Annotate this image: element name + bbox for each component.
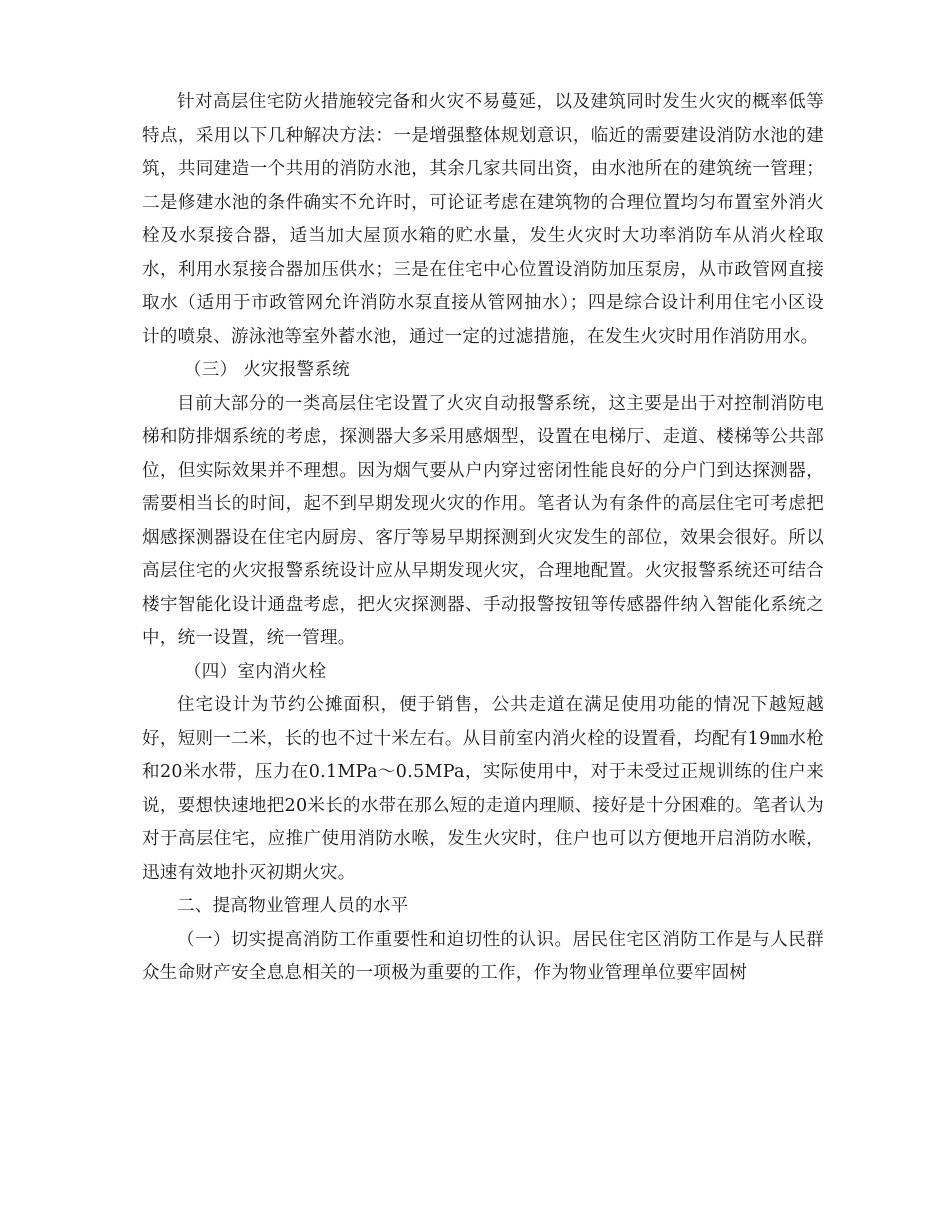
section-heading-property-management: 二、提高物业管理人员的水平 bbox=[177, 896, 409, 916]
paragraph-indoor-hydrant: 住宅设计为节约公摊面积，便于销售，公共走道在满足使用功能的情况下越短越好，短则一二米，长的也不过十米左右。从目前室内消火栓的设置看，均配有19㎜水枪和20米水带，压力在0.1MPa～0.5MPa，实际使用中，对于未受过正规训练的住户来说，要想快速地把20米长的水带在那么短的走道内理顺、接好是十分困难的。笔者认为对于高层住宅，应推广使用消防水喉，发生火灾时，住户也可以方便地开启消防水喉，迅速有效地扑灭初期火灾。 bbox=[142, 695, 824, 883]
paragraph-fire-alarm: 目前大部分的一类高层住宅设置了火灾自动报警系统，这主要是出于对控制消防电梯和防排烟系统的考虑，探测器大多采用感烟型，设置在电梯厅、走道、楼梯等公共部位，但实际效果并不理想。因为烟气要从户内穿过密闭性能良好的分户门到达探测器，需要相当长的时间，起不到早期发现火灾的作用。笔者认为有条件的高层住宅可考虑把烟感探测器设在住宅内厨房、客厅等易早期探测到火灾发生的部位，效果会很好。所以高层住宅的火灾报警系统设计应从早期发现火灾，合理地配置。火灾报警系统还可结合楼宇智能化设计通盘考虑，把火灾探测器、手动报警按钮等传感器件纳入智能化系统之中，统一设置，统一管理。 bbox=[142, 393, 824, 648]
section-heading-fire-alarm: （三） 火灾报警系统 bbox=[184, 360, 351, 380]
section-heading-indoor-hydrant: （四）室内消火栓 bbox=[184, 661, 327, 682]
paragraph-water-supply-solutions: 针对高层住宅防火措施较完备和火灾不易蔓延，以及建筑同时发生火灾的概率低等特点，采用以下几种解决方法：一是增强整体规划意识，临近的需要建设消防水池的建筑，共同建造一个共用的消防水池，其余几家共同出资，由水池所在的建筑统一管理；二是修建水池的条件确实不允许时，可论证考虑在建筑物的合理位置均匀布置室外消火栓及水泵接合器，适当加大屋顶水箱的贮水量，发生火灾时大功率消防车从消火栓取水，利用水泵接合器加压供水；三是在住宅中心位置设消防加压泵房，从市政管网直接取水（适用于市政管网允许消防水泵直接从管网抽水）；四是综合设计利用住宅小区设计的喷泉、游泳池等室外蓄水池，通过一定的过滤措施，在发生火灾时用作消防用水。 bbox=[142, 92, 824, 347]
paragraph-property-management: （一）切实提高消防工作重要性和迫切性的认识。居民住宅区消防工作是与人民群众生命财产安全息息相关的一项极为重要的工作，作为物业管理单位要牢固树 bbox=[142, 929, 824, 983]
document-page bbox=[142, 86, 824, 991]
